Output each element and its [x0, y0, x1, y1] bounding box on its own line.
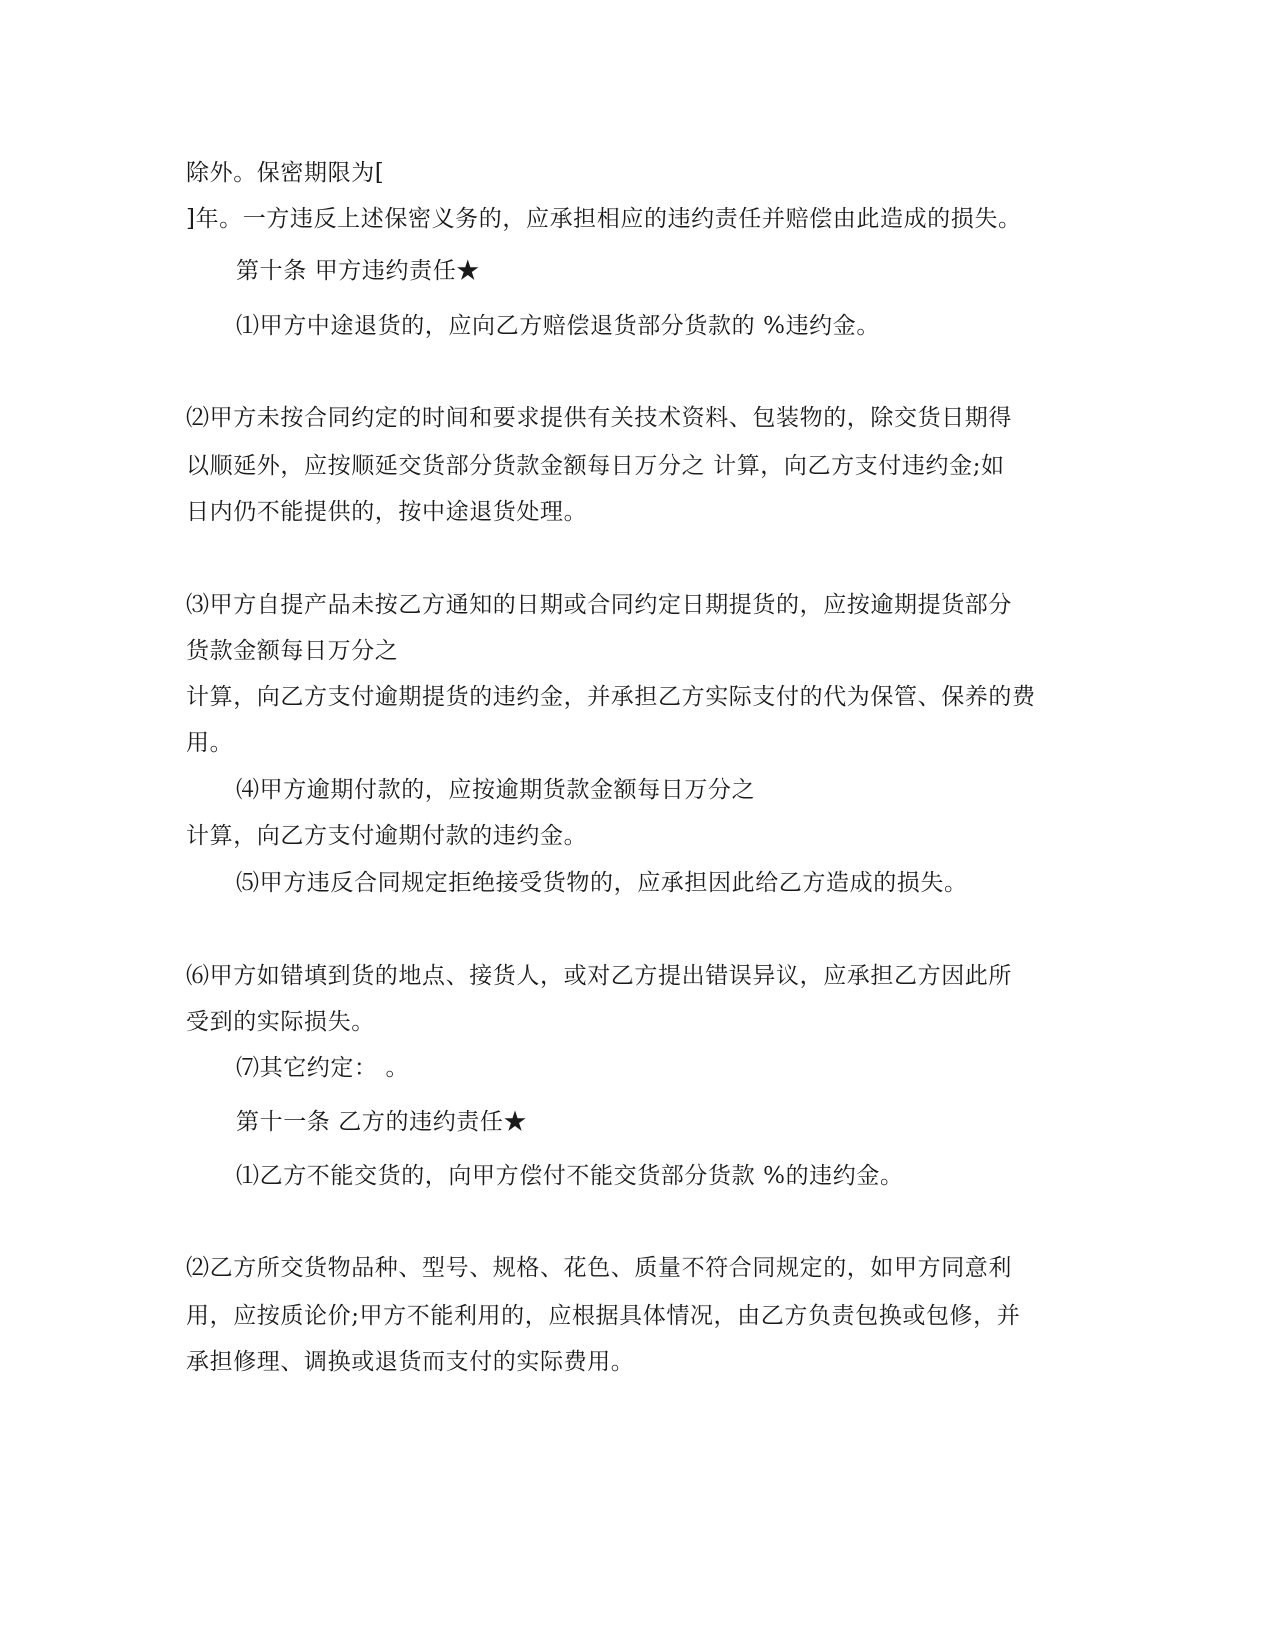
clause-10-6-line: 受到的实际损失。 — [186, 1009, 375, 1035]
clause-11-2-line: ⑵乙方所交货物品种、型号、规格、花色、质量不符合同规定的，如甲方同意利 — [186, 1255, 1012, 1281]
clause-10-1: ⑴甲方中途退货的，应向乙方赔偿退货部分货款的 %违约金。 — [236, 313, 880, 339]
article-10-heading: 第十条 甲方违约责任★ — [236, 258, 480, 284]
text-line: ]年。一方违反上述保密义务的，应承担相应的违约责任并赔偿由此造成的损失。 — [186, 206, 1022, 232]
clause-10-3-line: ⑶甲方自提产品未按乙方通知的日期或合同约定日期提货的，应按逾期提货部分 — [186, 592, 1012, 618]
clause-11-1: ⑴乙方不能交货的，向甲方偿付不能交货部分货款 %的违约金。 — [236, 1163, 904, 1189]
clause-10-3-line: 用。 — [186, 730, 234, 756]
clause-10-2-line: ⑵甲方未按合同约定的时间和要求提供有关技术资料、包装物的，除交货日期得 — [186, 405, 1012, 431]
clause-10-4-line: ⑷甲方逾期付款的，应按逾期货款金额每日万分之 — [236, 777, 756, 803]
text-line: 除外。保密期限为[ — [186, 160, 385, 186]
clause-10-7: ⑺其它约定： 。 — [236, 1055, 410, 1081]
clause-10-3-line: 货款金额每日万分之 — [186, 638, 399, 664]
clause-10-2-line: 以顺延外，应按顺延交货部分货款金额每日万分之 计算，向乙方支付违约金;如 — [186, 453, 1005, 479]
clause-10-2-line: 日内仍不能提供的，按中途退货处理。 — [186, 499, 588, 525]
clause-11-2-line: 承担修理、调换或退货而支付的实际费用。 — [186, 1349, 635, 1375]
article-11-heading: 第十一条 乙方的违约责任★ — [236, 1109, 528, 1135]
clause-10-3-line: 计算，向乙方支付逾期提货的违约金，并承担乙方实际支付的代为保管、保养的费 — [186, 684, 1036, 710]
clause-11-2-line: 用，应按质论价;甲方不能利用的，应根据具体情况，由乙方负责包换或包修，并 — [186, 1303, 1021, 1329]
clause-10-6-line: ⑹甲方如错填到货的地点、接货人，或对乙方提出错误异议，应承担乙方因此所 — [186, 963, 1012, 989]
clause-10-4-line: 计算，向乙方支付逾期付款的违约金。 — [186, 823, 588, 849]
clause-10-5: ⑸甲方违反合同规定拒绝接受货物的，应承担因此给乙方造成的损失。 — [236, 870, 968, 896]
